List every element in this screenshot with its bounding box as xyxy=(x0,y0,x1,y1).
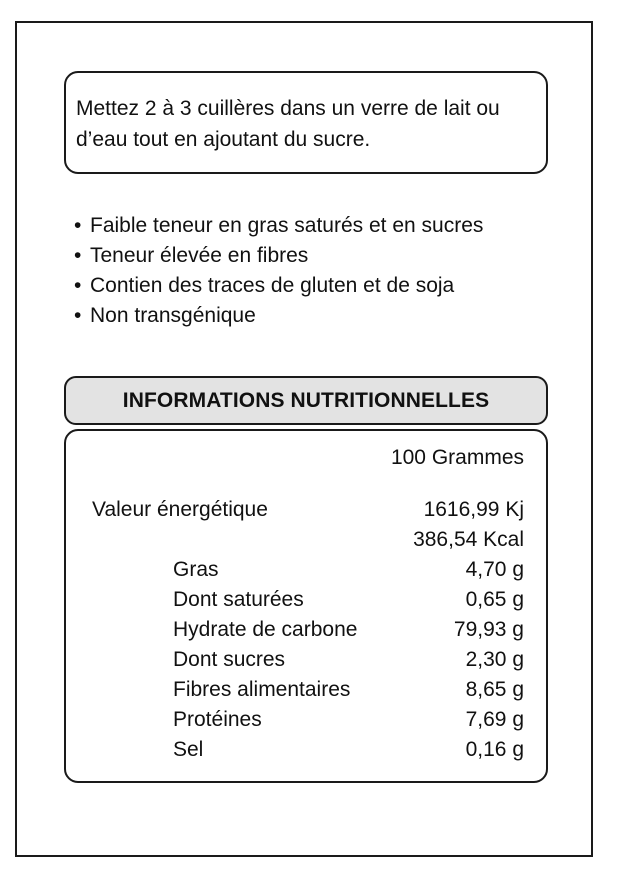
feature-text: Non transgénique xyxy=(90,304,256,327)
feature-item xyxy=(74,211,483,241)
feature-item xyxy=(74,241,483,271)
instructions-text: Mettez 2 à 3 cuillères dans un verre de lait ou d’eau tout en ajoutant du sucre. xyxy=(76,97,500,151)
nutrient-label: Protéines xyxy=(173,708,262,731)
energy-row xyxy=(66,495,546,525)
nutrient-row-fibre xyxy=(66,675,546,705)
nutrient-row-salt xyxy=(66,735,546,765)
nutrient-label: Dont saturées xyxy=(173,588,304,611)
instructions-box xyxy=(64,71,548,174)
nutrient-label: Gras xyxy=(173,558,219,581)
energy-kj: 1616,99 Kj xyxy=(423,498,524,521)
nutrient-value: 4,70 g xyxy=(465,558,524,581)
nutrient-label: Hydrate de carbone xyxy=(173,618,358,641)
nutrient-row-sugars xyxy=(66,645,546,675)
feature-text: Faible teneur en gras saturés et en sucres xyxy=(90,214,484,237)
features-list xyxy=(74,211,483,331)
nutrient-row-fat xyxy=(66,555,546,585)
serving-size: 100 Grammes xyxy=(390,446,524,469)
energy-kcal: 386,54 Kcal xyxy=(413,528,524,551)
nutrient-value: 0,16 g xyxy=(465,738,524,761)
nutrient-row-saturated xyxy=(66,585,546,615)
nutrient-value: 0,65 g xyxy=(465,588,524,611)
nutrient-value: 8,65 g xyxy=(465,678,524,701)
feature-item xyxy=(74,301,483,331)
nutrition-header: INFORMATIONS NUTRITIONNELLES xyxy=(64,376,548,425)
nutrient-value: 2,30 g xyxy=(465,648,524,671)
energy-kcal-row xyxy=(66,525,546,555)
nutrient-value: 7,69 g xyxy=(465,708,524,731)
nutrient-label: Fibres alimentaires xyxy=(173,678,351,701)
nutrient-row-carbohydrate xyxy=(66,615,546,645)
energy-label: Valeur énergétique xyxy=(92,498,268,521)
nutrient-value: 79,93 g xyxy=(453,618,524,641)
nutrition-table xyxy=(64,429,548,783)
nutrient-row-protein xyxy=(66,705,546,735)
nutrient-label: Dont sucres xyxy=(173,648,286,671)
feature-item xyxy=(74,271,483,301)
feature-text: Contien des traces de gluten et de soja xyxy=(90,274,455,297)
feature-text: Teneur élevée en fibres xyxy=(90,244,309,267)
nutrient-label: Sel xyxy=(173,738,204,761)
serving-row xyxy=(66,443,546,473)
